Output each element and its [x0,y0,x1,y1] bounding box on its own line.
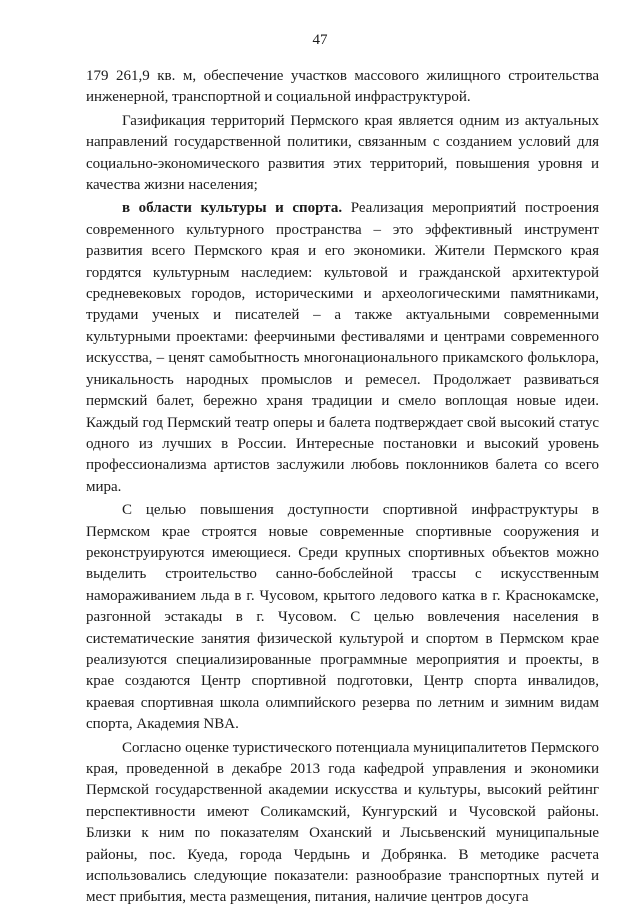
paragraph-infrastructure: 179 261,9 кв. м, обеспечение участков массового жилищного строительства инженерной, транспортной и социальной инфраструктурой. [86,68,599,106]
section-heading-culture-sport: в области культуры и спорта. [122,200,343,217]
document-body [86,66,599,909]
paragraph-gasification: Газификация территорий Пермского края является одним из актуальных направлений государственной политики, связанным с созданием условий для социально-экономического развития этих территорий, повышения уровня и качества жизни населения; [86,112,599,194]
paragraph-culture-sport [86,198,599,498]
paragraph-culture-text: Реализация мероприятий построения современного культурного пространства – это эффективный инструмент развития всего Пермского края и его экономики. Жители Пермского края гордятся культурным наследием: культовой и гражданской архитектурой средневековых городов, историческими и археологическими памятниками, трудами ученых и писателей – а также актуальными современными культурными проектами: феерчиными фестивалями и центрами современного искусства, – ценят самобытность многонационального прикамского фольклора, уникальность народных промыслов и ремесел. Продолжает развиваться пермский балет, бережно храня традиции и смело воплощая новые идеи. Каждый год Пермский театр оперы и балета подтверждает свой высокий статус одного из лучших в России. Интересные постановки и высокий уровень профессионализма артистов заслужили любовь поклонников балета со всего мира. [86,200,599,495]
paragraph-sport-infrastructure: С целью повышения доступности спортивной инфраструктуры в Пермском крае строятся новые современные спортивные сооружения и реконструируются имеющиеся. Среди крупных спортивных объектов можно выделить строительство санно-бобслейной трассы с искусственным намораживанием льда в г. Чусовом, крытого ледового катка в г. Краснокамске, разгонной эстакады в г. Чусовом. С целью вовлечения населения в систематические занятия физической культурой и спортом в Пермском крае реализуются специализированные программные мероприятия и проекты, в крае создаются Центр спортивной подготовки, Центр спорта инвалидов, краевая спортивная школа олимпийского резерва по летним и зимним видам спорта, Академия NBA. [86,502,599,733]
page-number: 47 [312,32,328,48]
paragraph-tourism-potential: Согласно оценке туристического потенциала муниципалитетов Пермского края, проведенной в декабре 2013 года кафедрой управления и экономики Пермской государственной академии искусства и культуры, высокий рейтинг перспективности имеют Соликамский, Кунгурский и Чусовской районы. Близки к ним по показателям Оханский и Лысьвенский муниципальные районы, пос. Куеда, города Чердынь и Добрянка. В методике расчета использовались следующие показатели: разнообразие транспортных путей и мест прибытия, места размещения, питания, наличие центров досуга [86,739,599,906]
